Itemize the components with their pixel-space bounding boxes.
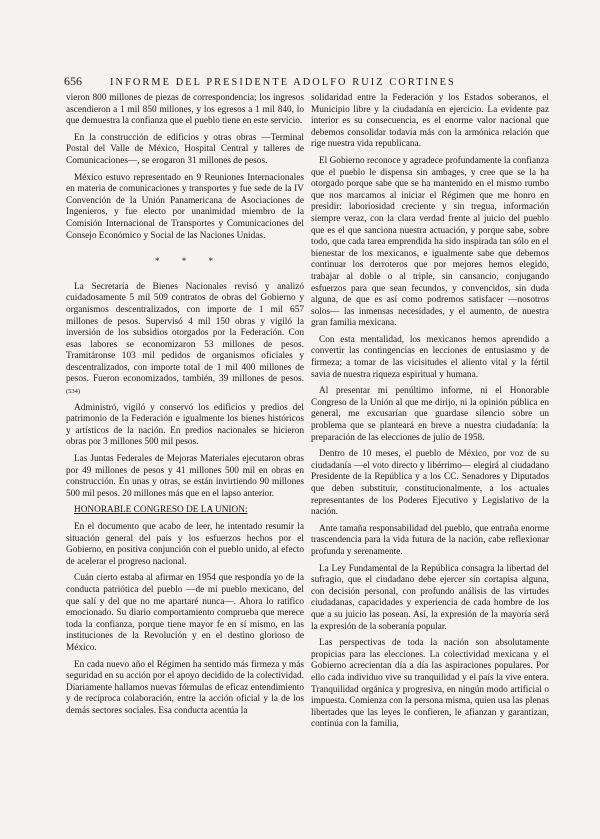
paragraph: Al presentar mi penúltimo informe, ni el Honorable Congreso de la Unión al que me dirijo, ni la opinión pública en general, me excusarían que guardase silencio sobre un problema que se planteará en breve a nuestra ciudadanía: la preparación de las elecciones de julio de 1958. [311,386,549,443]
paragraph: Cuán cierto estaba al afirmar en 1954 que respondía yo de la conducta patriótica del pueblo —de mi pueblo mexicano, del que salí y del que no me apartaré nunca—. Ahora lo ratifico emocionado. Su diario comportamiento comprueba que merece toda la confianza, porque tiene mayor fe en sí mismo, en las instituciones de la Revolución y en el destino glorioso de México. [66,573,304,653]
running-title: INFORME DEL PRESIDENTE ADOLFO RUIZ CORTINES [110,77,456,88]
paragraph: Administró, vigiló y conservó los edificios y predios del patrimonio de la Federación e igualmente los bienes históricos y artísticos de la nación. En predios nacionales se hicieron obras por 3 millones 500 mil pesos. [66,402,304,448]
paragraph: Dentro de 10 meses, el pueblo de México, por voz de su ciudadanía —el voto directo y libérrimo— elegirá al ciudadano Presidente de la República y a los CC. Senadores y Diputados que deben substituir, constitucionalmente, a los actuales representantes de los Poderes Ejecutivo y Legislativo de la nación. [311,449,549,518]
paragraph-text: La Secretaría de Bienes Nacionales revisó y analizó cuidadosamente 5 mil 509 contratos de obras del Gobierno y organismos descentralizados, con importe de 1 mil 657 millones de pesos. Supervisó 4 mil 150 obras y vigiló la inversión de los subsidios otorgados por la Federación. Con esas labores se economizaron 53 millones de pesos. Tramitáronse 103 mil pedidos de organismos oficiales y descentralizados, con importe total de 1 mil 400 millones de pesos. Fueron economizados, también, 39 millones de pesos. [66,281,304,385]
paragraph: Las perspectivas de toda la nación son absolutamente propicias para las elecciones. La colectividad mexicana y el Gobierno acrecientan día a día las aspiraciones populares. Por ello cada individuo vive su tranquilidad y el país la vive entera. Tranquilidad orgánica y progresiva, en ningún modo artificial o impuesta. Comienza con la persona misma, quien usa las plenas libertades que las leyes le confieren, le afianzan y garantizan, continúa con la familia, [311,638,549,730]
page-header [64,74,550,89]
paragraph: La Ley Fundamental de la República consagra la libertad del sufragio, que el ciudadano debe ejercer sin cortapisa alguna, con decisión personal, con profundo análisis de las virtudes ciudadanas, capacidades y experiencia de cada hombre de los que a su juicio las posean. Así, la expresión de la mayoría será la expresión de la soberanía popular. [311,563,549,632]
paragraph: vieron 800 millones de piezas de correspondencia; los ingresos ascendieron a 1 mil 850 millones, y los egresos a 1 mil 840, lo que demuestra la confianza que el pueblo tiene en este servicio. [66,93,304,127]
page-number: 656 [64,74,82,88]
paragraph: Las Juntas Federales de Mejoras Materiales ejecutaron obras por 49 millones de pesos y 41 millones 500 mil en obras en construcción. En unas y otras, se están invirtiendo 90 millones 500 mil pesos. 20 millones más que en el lapso anterior. [66,454,304,499]
paragraph: solidaridad entre la Federación y los Estados soberanos, el Municipio libre y la ciudadanía en ejercicio. La evidente paz interior es su consecuencia, es el enorme valor nacional que debemos consolidar todavía más con la armónica relación que rige nuestra vida republicana. [311,93,549,150]
section-heading: HONORABLE CONGRESO DE LA UNION: [74,505,248,516]
paragraph: México estuvo representado en 9 Reuniones Internacionales en materia de comunicaciones y transportes y fue sede de la IV Convención de la Unión Panamericana de Asociaciones de Ingenieros, y fue electo por unanimidad miembro de la Comisión Internacional de Transportes y Comunicaciones del Consejo Económico y Social de las Naciones Unidas. [66,172,304,241]
reference-marker: (534) [66,388,81,396]
paragraph: Ante tamaña responsabilidad del pueblo, que entraña enorme trascendencia para la vida futura de la nación, cabe reflexionar profunda y serenamente. [311,523,549,557]
paragraph: Con esta mentalidad, los mexicanos hemos aprendido a convertir las contingencias en lecciones de entusiasmo y de firmeza; a tomar de las vicisitudes el aliento vital y la fértil savia de nuestra riqueza espiritual y humana. [311,334,549,380]
paragraph: El Gobierno reconoce y agradece profundamente la confianza que el pueblo le dispensa sin ambages, y cree que se la ha otorgado porque sabe que se ha mantenido en el mismo rumbo que nos marcamos al iniciar el Régimen que me honro en presidir: laboriosidad creciente y sin tregua, información siempre veraz, con la clara verdad frente al juicio del pueblo que es el que sanciona nuestra actuación, y porque sabe, sobre todo, que cada tarea emprendida ha sido inspirada tan sólo en el bienestar de los mexicanos, e igualmente sabe que debemos continuar los derroteros que por mejores hemos elegido, trabajar al doble o al triple, sin cansancio, conjugando esfuerzos para que sean fecundos, y convencidos, sin duda alguna, de que es así como podremos satisfacer —nosotros solos— las inmensas necesidades, y el aumento, de nuestra gran familia mexicana. [311,155,549,329]
paragraph: En el documento que acabo de leer, he intentado resumir la situación general del país y los esfuerzos hechos por el Gobierno, en positiva conjunción con el pueblo unido, al efecto de acelerar el progreso nacional. [66,522,304,567]
right-column [311,93,549,736]
section-separator: * * * [155,256,223,267]
paragraph [66,282,304,398]
paragraph: En cada nuevo año el Régimen ha sentido más firmeza y más seguridad en su acción por el apoyo decidido de la colectividad. Diariamente hallamos nuevas fórmulas de eficaz entendimiento y de recíproca colaboración, entre la acción oficial y la de los demás sectores sociales. Esa conducta acentúa la [66,659,304,716]
left-column [66,93,304,723]
paragraph: En la construcción de edificios y otras obras —Terminal Postal del Valle de México, Hospital Central y talleres de Comunicaciones—, se erogaron 31 millones de pesos. [66,132,304,166]
